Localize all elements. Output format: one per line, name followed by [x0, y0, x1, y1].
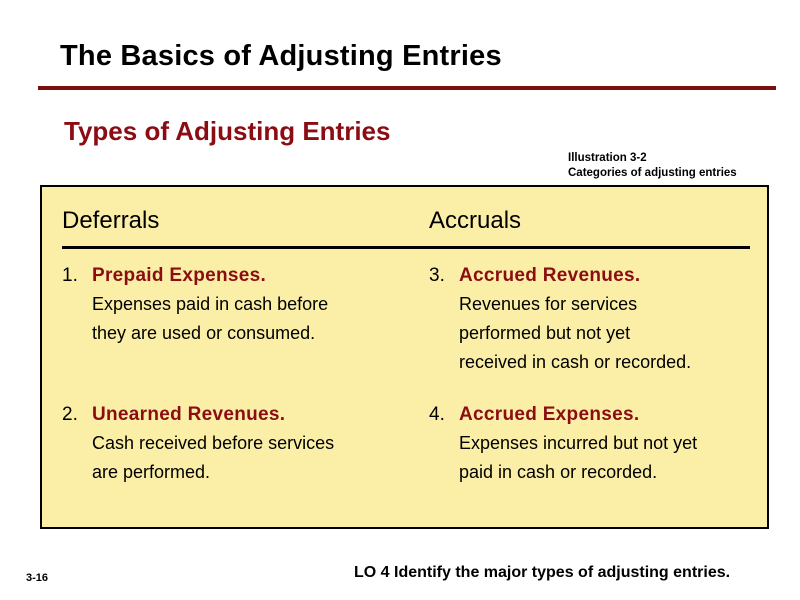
description-line: Cash received before services	[92, 433, 335, 453]
entry-number: 1.	[62, 265, 78, 286]
categories-panel	[40, 185, 769, 529]
entry-title: Accrued Revenues.	[459, 265, 641, 286]
entry-description	[62, 429, 382, 487]
heading-divider	[62, 246, 750, 249]
entry-description	[429, 429, 749, 487]
entry-accrued-expenses	[429, 401, 749, 487]
illustration-description: Categories of adjusting entries	[568, 167, 737, 179]
illustration-number: Illustration 3-2	[568, 152, 647, 164]
entry-title: Unearned Revenues.	[92, 404, 286, 425]
description-line: Expenses incurred but not yet	[459, 433, 698, 453]
description-line: received in cash or recorded.	[459, 352, 692, 372]
entry-number: 4.	[429, 404, 445, 425]
description-line: are performed.	[92, 462, 211, 482]
entry-unearned-revenues	[62, 401, 382, 487]
description-line: Expenses paid in cash before	[92, 294, 329, 314]
description-line: paid in cash or recorded.	[459, 462, 658, 482]
accruals-heading: Accruals	[429, 207, 522, 234]
learning-objective: LO 4 Identify the major types of adjusting entries.	[354, 564, 731, 581]
slide-title: The Basics of Adjusting Entries	[60, 40, 502, 72]
page-number: 3-16	[26, 572, 49, 584]
deferrals-heading: Deferrals	[62, 207, 160, 234]
description-line: Revenues for services	[459, 294, 638, 314]
entry-title: Accrued Expenses.	[459, 404, 640, 425]
description-line: they are used or consumed.	[92, 323, 316, 343]
entry-description	[429, 290, 749, 377]
entry-accrued-revenues	[429, 262, 749, 377]
slide-subtitle: Types of Adjusting Entries	[64, 116, 391, 146]
description-line: performed but not yet	[459, 323, 631, 343]
entry-description	[62, 290, 382, 348]
illustration-caption	[568, 151, 737, 181]
title-divider	[38, 86, 776, 90]
entry-title: Prepaid Expenses.	[92, 265, 267, 286]
entry-prepaid-expenses	[62, 262, 382, 348]
entry-number: 2.	[62, 404, 78, 425]
entry-number: 3.	[429, 265, 445, 286]
